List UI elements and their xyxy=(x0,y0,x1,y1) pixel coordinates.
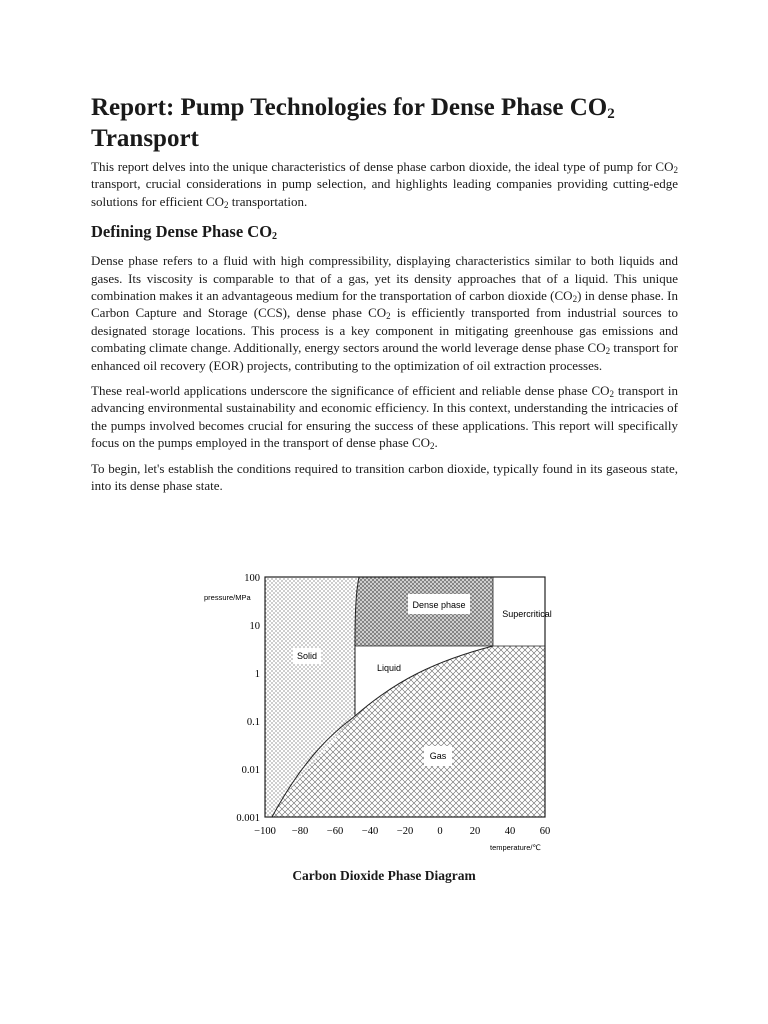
p2-text-b: transport in advancing environmental sustainability and economic efficiency. In this context, understanding the intricacies of the pumps involved becomes crucial for ensuring the success of these applications. This report will specifically focus on the pumps employed in the transport of dense phase CO xyxy=(91,383,679,451)
intro-subscript-2: 2 xyxy=(224,199,229,210)
x-tick-label: −20 xyxy=(396,826,414,837)
p1-text-b: ) in dense phase. In Carbon Capture and Storage (CCS), dense phase CO xyxy=(91,288,679,321)
intro-text-c: transportation. xyxy=(228,193,308,209)
section-heading-subscript: 2 xyxy=(272,231,278,243)
y-axis-label: pressure/MPa xyxy=(204,593,251,602)
section-heading-text: Defining Dense Phase CO xyxy=(91,222,273,242)
x-tick-labels xyxy=(254,826,550,837)
y-tick-label: 0.001 xyxy=(236,813,260,824)
p1-text-c: is efficiently transported from industrial sources to designated storage locations. This process is a key component in mitigating greenhouse gas emissions and combating climate change. Additionally, energy sectors around the world leverage dense phase CO xyxy=(91,305,679,356)
x-tick-label: 0 xyxy=(437,826,443,837)
label-supercritical: Supercritical xyxy=(502,609,552,619)
x-tick-label: 20 xyxy=(469,826,481,837)
y-tick-label: 0.1 xyxy=(246,717,260,728)
y-tick-labels xyxy=(236,573,260,824)
section-heading xyxy=(91,222,678,242)
label-dense-phase: Dense phase xyxy=(412,600,466,610)
x-tick-label: −100 xyxy=(254,826,276,837)
paragraph-1 xyxy=(91,252,678,374)
label-gas: Gas xyxy=(429,751,447,761)
y-tick-label: 10 xyxy=(249,621,260,632)
p1-text-d: transport for enhanced oil recovery (EOR) projects, contributing to the optimization of oil extraction processes. xyxy=(91,340,679,373)
p1-text-a: Dense phase refers to a fluid with high compressibility, displaying characteristics similar to both liquids and gases. Its viscosity is comparable to that of a gas, yet its density approaches that of a liquid. This unique combination makes it an advantageous medium for the transportation of carbon dioxide (CO xyxy=(91,253,678,304)
p2-sub-1: 2 xyxy=(609,389,615,400)
intro-text-b: transport, crucial considerations in pump selection, and highlights leading companies providing cutting-edge solutions for efficient CO xyxy=(91,176,678,209)
p2-text-a: These real-world applications underscore the significance of efficient and reliable dense phase CO xyxy=(91,383,610,399)
x-tick-label: 60 xyxy=(539,826,551,837)
label-liquid: Liquid xyxy=(376,663,402,673)
x-tick-label: −80 xyxy=(291,826,309,837)
paragraph-3: To begin, let's establish the conditions required to transition carbon dioxide, typically found in its gaseous state, into its dense phase state. xyxy=(91,460,678,494)
figure-caption: Carbon Dioxide Phase Diagram xyxy=(292,868,476,883)
x-tick-label: −40 xyxy=(361,826,379,837)
paragraph-2 xyxy=(91,382,678,452)
report-title xyxy=(91,92,678,154)
p1-sub-1: 2 xyxy=(572,294,578,305)
intro-text-a: This report delves into the unique characteristics of dense phase carbon dioxide, the ideal type of pump for CO xyxy=(91,159,674,174)
y-tick-label: 1 xyxy=(254,669,260,680)
intro-subscript: 2 xyxy=(673,165,678,175)
p2-sub-2: 2 xyxy=(430,441,435,452)
y-tick-label: 0.01 xyxy=(241,765,260,776)
intro-paragraph xyxy=(91,158,678,210)
p1-sub-2: 2 xyxy=(386,311,391,322)
x-tick-label: −60 xyxy=(326,826,344,837)
title-subscript: 2 xyxy=(607,106,615,122)
p1-sub-3: 2 xyxy=(605,346,611,357)
title-text: Report: Pump Technologies for Dense Phase CO xyxy=(91,94,608,121)
y-tick-label: 100 xyxy=(244,573,260,584)
x-tick-label: 40 xyxy=(504,826,516,837)
x-axis-label: temperature/℃ xyxy=(490,843,541,852)
phase-diagram-figure xyxy=(195,566,575,866)
phase-diagram-chart xyxy=(195,566,575,866)
title-text-line2: Transport xyxy=(91,125,199,152)
label-solid: Solid xyxy=(296,651,318,661)
p2-text-c: . xyxy=(434,435,438,451)
